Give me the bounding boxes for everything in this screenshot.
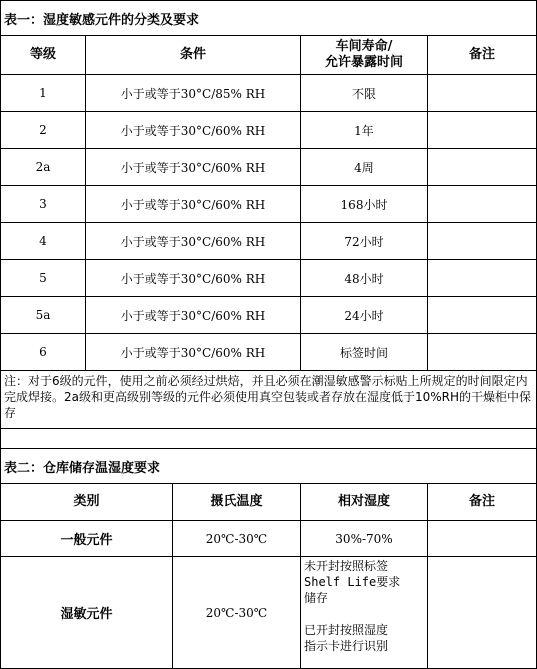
condition-cell: 小于或等于30°C/85% RH	[86, 75, 301, 112]
table-row	[1, 260, 537, 297]
humidity-cell: 30%-70%	[301, 521, 428, 557]
header-shop-life-line2: 允许暴露时间	[324, 55, 403, 70]
header-humidity: 相对湿度	[301, 484, 428, 521]
category-cell: 湿敏元件	[1, 557, 173, 669]
level-cell: 5	[1, 260, 86, 297]
remark-cell	[428, 149, 537, 186]
condition-cell: 小于或等于30°C/60% RH	[86, 112, 301, 149]
life-cell: 不限	[301, 75, 428, 112]
temperature-cell: 20℃-30℃	[173, 557, 301, 669]
condition-cell: 小于或等于30°C/60% RH	[86, 260, 301, 297]
table-row	[1, 297, 537, 334]
blank-row	[1, 429, 537, 449]
table-row	[1, 186, 537, 223]
life-cell: 168小时	[301, 186, 428, 223]
life-cell: 24小时	[301, 297, 428, 334]
life-cell: 标签时间	[301, 334, 428, 371]
remark-cell	[428, 186, 537, 223]
humidity-line	[304, 606, 424, 622]
humidity-line: 已开封按照湿度	[304, 623, 389, 637]
table-row	[1, 149, 537, 186]
header-remark: 备注	[428, 36, 537, 75]
condition-cell: 小于或等于30°C/60% RH	[86, 223, 301, 260]
table2-title: 表二：仓库储存温湿度要求	[1, 449, 537, 484]
table-row	[1, 521, 537, 557]
remark-cell	[428, 297, 537, 334]
condition-cell: 小于或等于30°C/60% RH	[86, 297, 301, 334]
condition-cell: 小于或等于30°C/60% RH	[86, 334, 301, 371]
table1-note: 注：对于6级的元件，使用之前必须经过烘焙，并且必须在潮湿敏感警示标贴上所规定的时间限定内完成焊接。2a级和更高级别等级的元件必须使用真空包装或者存放在湿度低于10%RH的干燥柜中保存	[1, 371, 537, 429]
table-row	[1, 334, 537, 371]
level-cell: 2	[1, 112, 86, 149]
header-level: 等级	[1, 36, 86, 75]
category-cell: 一般元件	[1, 521, 173, 557]
table-row	[1, 223, 537, 260]
remark-cell	[428, 112, 537, 149]
header-temperature: 摄氏温度	[173, 484, 301, 521]
remark-cell	[428, 75, 537, 112]
table-row	[1, 557, 537, 669]
level-cell: 3	[1, 186, 86, 223]
header-condition: 条件	[86, 36, 301, 75]
humidity-line: 未开封按照标签	[304, 559, 389, 573]
life-cell: 1年	[301, 112, 428, 149]
header-shop-life-line1: 车间寿命/	[335, 39, 393, 54]
temperature-cell: 20℃-30℃	[173, 521, 301, 557]
table-row	[1, 75, 537, 112]
life-cell: 4周	[301, 149, 428, 186]
humidity-line: Shelf Life要求	[304, 575, 401, 589]
remark-cell	[428, 557, 537, 669]
condition-cell: 小于或等于30°C/60% RH	[86, 186, 301, 223]
level-cell: 2a	[1, 149, 86, 186]
humidity-cell	[301, 557, 428, 669]
remark-cell	[428, 334, 537, 371]
humidity-line: 指示卡进行识别	[304, 639, 389, 653]
level-cell: 1	[1, 75, 86, 112]
table1-title: 表一：湿度敏感元件的分类及要求	[1, 1, 537, 36]
header-remark: 备注	[428, 484, 537, 521]
life-cell: 72小时	[301, 223, 428, 260]
condition-cell: 小于或等于30°C/60% RH	[86, 149, 301, 186]
level-cell: 6	[1, 334, 86, 371]
level-cell: 5a	[1, 297, 86, 334]
header-shop-life	[301, 36, 428, 75]
life-cell: 48小时	[301, 260, 428, 297]
remark-cell	[428, 223, 537, 260]
header-category: 类别	[1, 484, 173, 521]
remark-cell	[428, 260, 537, 297]
table-row	[1, 112, 537, 149]
level-cell: 4	[1, 223, 86, 260]
remark-cell	[428, 521, 537, 557]
humidity-line: 储存	[304, 591, 329, 605]
